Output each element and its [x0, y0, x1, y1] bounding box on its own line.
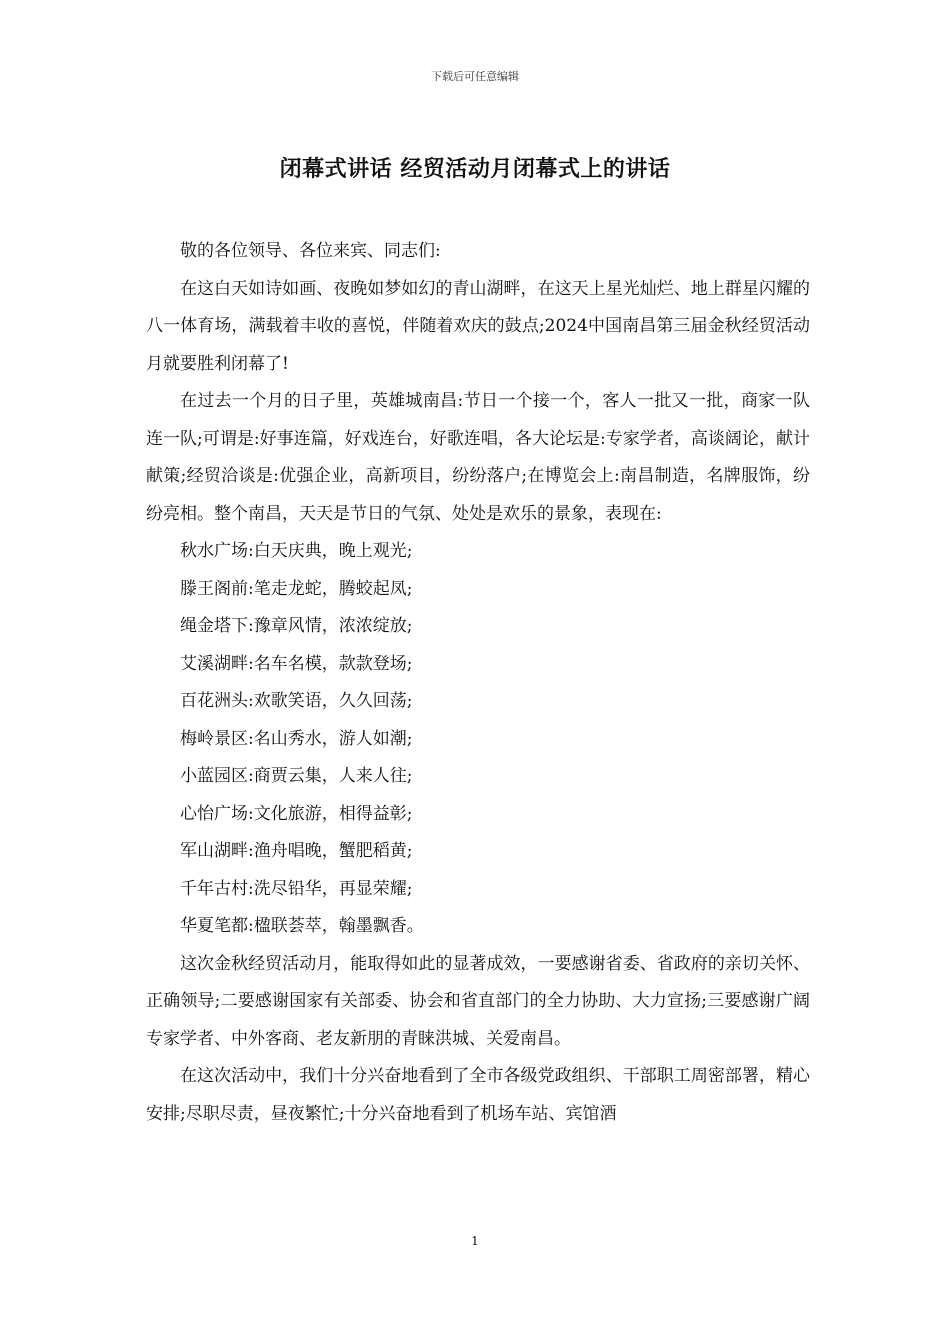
paragraph-2: 在过去一个月的日子里，英雄城南昌:节日一个接一个，客人一批又一批，商家一队连一队;可谓是:好事连篇，好戏连台，好歌连唱，各大论坛是:专家学者，高谈阔论，献计献策;经贸洽谈是:优强企业，高新项目，纷纷落户;在博览会上:南昌制造，名牌服饰，纷纷亮相。整个南昌，天天是节日的气氛、处处是欢乐的景象，表现在: — [146, 391, 810, 524]
list-item: 艾溪湖畔:名车名模，款款登场; — [180, 653, 413, 674]
list-item: 小蓝园区:商贾云集，人来人往; — [180, 766, 413, 786]
list-item: 军山湖畔:渔舟唱晚，蟹肥稻黄; — [180, 841, 413, 861]
paragraph-3: 这次金秋经贸活动月，能取得如此的显著成效，一要感谢省委、省政府的亲切关怀、正确领导;二要感谢国家有关部委、协会和省直部门的全力协助、大力宣扬;三要感谢广阔专家学者、中外客商、老友新朋的青睐洪城、关爱南昌。 — [146, 953, 810, 1049]
paragraph-1: 在这白天如诗如画、夜晚如梦如幻的青山湖畔，在这天上星光灿烂、地上群星闪耀的八一体育场，满载着丰收的喜悦，伴随着欢庆的鼓点;2024中国南昌第三届金秋经贸活动月就要胜利闭幕了! — [146, 278, 810, 374]
list-item: 绳金塔下:豫章风情，浓浓绽放; — [180, 616, 413, 636]
document-body — [146, 233, 810, 1133]
list-item: 千年古村:洗尽铅华，再显荣耀; — [180, 878, 413, 899]
list-item: 百花洲头:欢歌笑语，久久回荡; — [180, 691, 413, 711]
list-item: 滕王阁前:笔走龙蛇，腾蛟起凤; — [180, 578, 413, 599]
document-title: 闭幕式讲话 经贸活动月闭幕式上的讲话 — [279, 156, 671, 182]
greeting-paragraph: 敬的各位领导、各位来宾、同志们: — [180, 241, 441, 261]
list-item: 心怡广场:文化旅游，相得益彰; — [180, 803, 413, 824]
header-note: 下载后可任意编辑 — [431, 70, 519, 83]
page-number: 1 — [471, 1234, 479, 1248]
list-item: 华夏笔都:楹联荟萃，翰墨飘香。 — [180, 916, 424, 936]
paragraph-4: 在这次活动中，我们十分兴奋地看到了全市各级党政组织、干部职工周密部署，精心安排;尽职尽责，昼夜繁忙;十分兴奋地看到了机场车站、宾馆酒 — [146, 1066, 810, 1124]
list-item: 秋水广场:白天庆典，晚上观光; — [180, 541, 413, 561]
list-item: 梅岭景区:名山秀水，游人如潮; — [180, 728, 413, 749]
